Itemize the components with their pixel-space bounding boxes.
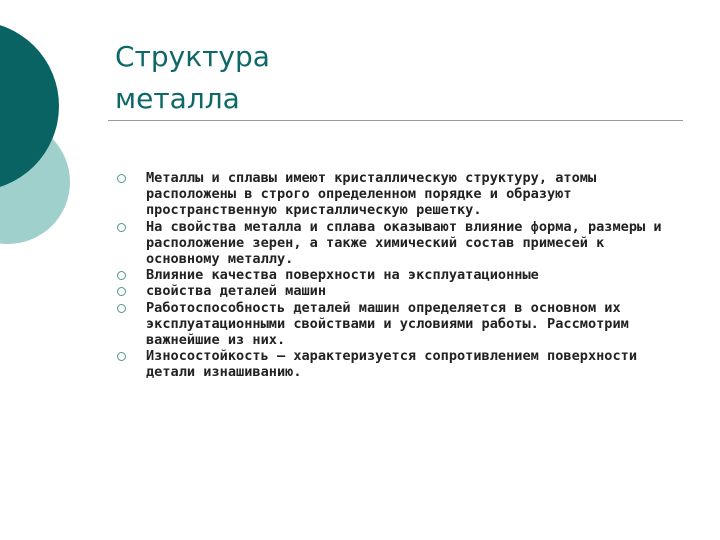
slide-title (115, 36, 675, 120)
bullet-text: Работоспособность деталей машин определяется в основном их эксплуатационными свойствами и условиями работы. Рассмотрим важнейшие из них. (146, 299, 629, 349)
ring-bullet-icon (117, 271, 126, 280)
ring-bullet-icon (117, 304, 126, 313)
decorative-circles (0, 0, 80, 290)
bullet-item (115, 348, 685, 380)
bullet-text: На свойства металла и сплава оказывают влияние форма, размеры и расположение зерен, а также химический состав примесей к основному металлу. (146, 218, 662, 268)
slide-title-line-1: Структура (115, 40, 270, 73)
bullet-item (115, 267, 685, 283)
bullet-item (115, 300, 685, 349)
bullet-list (115, 170, 685, 381)
ring-bullet-icon (117, 174, 126, 183)
ring-bullet-icon (117, 223, 126, 232)
bullet-text: Металлы и сплавы имеют кристаллическую структуру, атомы расположены в строго определенном порядке и образуют пространственную кристаллическую решетку. (146, 170, 597, 219)
bullet-text: Износостойкость – характеризуется сопротивлением поверхности детали изнашиванию. (146, 348, 638, 381)
bullet-item (115, 219, 685, 268)
ring-bullet-icon (117, 287, 126, 296)
bullet-item (115, 170, 685, 219)
bullet-text: Влияние качества поверхности на эксплуатационные (146, 267, 539, 284)
title-divider (108, 120, 683, 121)
bullet-item (115, 283, 685, 299)
slide-title-line-2: металла (115, 82, 240, 115)
ring-bullet-icon (117, 352, 126, 361)
bullet-text: свойства деталей машин (146, 283, 327, 300)
